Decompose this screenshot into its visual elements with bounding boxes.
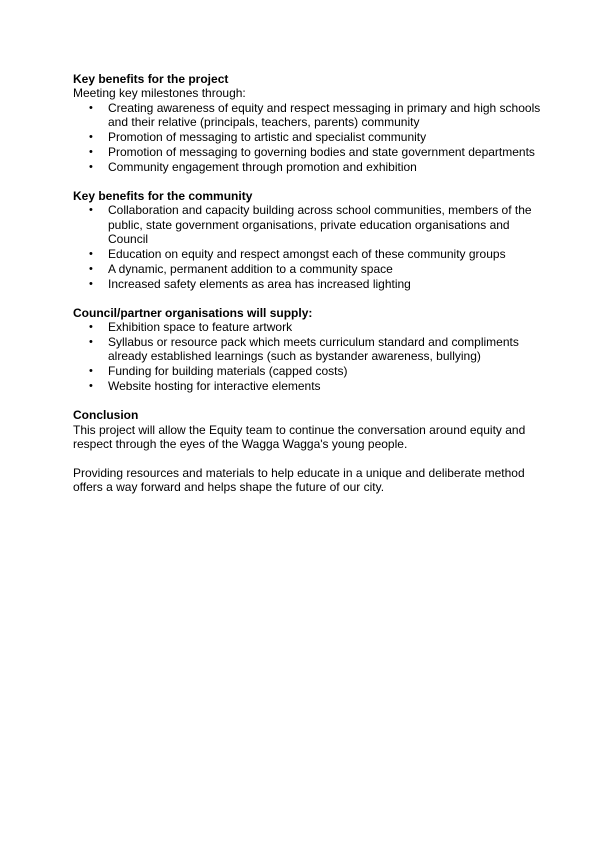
bullet-icon: • xyxy=(89,321,93,334)
list-item xyxy=(73,379,543,393)
list-item-text: Website hosting for interactive elements xyxy=(108,379,321,394)
list-item-text: A dynamic, permanent addition to a community space xyxy=(108,261,393,276)
section-intro: Meeting key milestones through: xyxy=(73,86,246,101)
conclusion-paragraph: This project will allow the Equity team to continue the conversation around equity and respect through the eyes of the Wagga Wagga's young people. xyxy=(73,422,526,451)
bullet-icon: • xyxy=(89,101,93,114)
bullet-icon: • xyxy=(89,247,93,260)
list-item xyxy=(73,101,543,130)
list-item xyxy=(73,160,543,174)
list-item-text: Promotion of messaging to artistic and specialist community xyxy=(108,130,427,145)
document-page xyxy=(73,72,543,509)
section-project-benefits xyxy=(73,72,543,174)
bullet-icon: • xyxy=(89,204,93,217)
section-heading: Key benefits for the project xyxy=(73,72,229,86)
list-item xyxy=(73,145,543,159)
bullet-icon: • xyxy=(89,365,93,378)
bullet-list xyxy=(73,101,543,175)
bullet-list xyxy=(73,320,543,394)
bullet-icon: • xyxy=(89,160,93,173)
list-item-text: Exhibition space to feature artwork xyxy=(108,320,293,335)
list-item xyxy=(73,335,543,364)
bullet-list xyxy=(73,203,543,291)
section-heading: Key benefits for the community xyxy=(73,188,253,203)
list-item xyxy=(73,203,543,246)
bullet-icon: • xyxy=(89,131,93,144)
list-item xyxy=(73,262,543,276)
list-item-text: Funding for building materials (capped costs) xyxy=(108,364,348,379)
list-item-text: Education on equity and respect amongst each of these community groups xyxy=(108,246,506,261)
list-item xyxy=(73,130,543,144)
section-community-benefits xyxy=(73,189,543,291)
section-heading: Conclusion xyxy=(73,408,139,423)
list-item xyxy=(73,364,543,378)
bullet-icon: • xyxy=(89,262,93,275)
list-item xyxy=(73,247,543,261)
bullet-icon: • xyxy=(89,146,93,159)
list-item-text: Syllabus or resource pack which meets curriculum standard and compliments already established learnings (such as bystander awareness, bullying) xyxy=(108,335,519,364)
bullet-icon: • xyxy=(89,336,93,348)
section-conclusion xyxy=(73,408,543,495)
bullet-icon: • xyxy=(89,277,93,290)
list-item-text: Increased safety elements as area has increased lighting xyxy=(108,276,411,291)
list-item-text: Promotion of messaging to governing bodies and state government departments xyxy=(108,145,535,160)
conclusion-paragraph: Providing resources and materials to help educate in a unique and deliberate method offers a way forward and helps shape the future of our city. xyxy=(73,465,525,495)
bullet-icon: • xyxy=(89,380,93,393)
list-item xyxy=(73,320,543,334)
section-council-supply xyxy=(73,306,543,394)
list-item-text: Community engagement through promotion and exhibition xyxy=(108,159,417,174)
list-item-text: Creating awareness of equity and respect messaging in primary and high schools and their relative (principals, teachers, parents) community xyxy=(108,100,541,130)
list-item-text: Collaboration and capacity building across school communities, members of the public, state government organisations, private education organisations and Council xyxy=(108,203,532,247)
list-item xyxy=(73,277,543,291)
section-heading: Council/partner organisations will supply: xyxy=(73,305,313,320)
